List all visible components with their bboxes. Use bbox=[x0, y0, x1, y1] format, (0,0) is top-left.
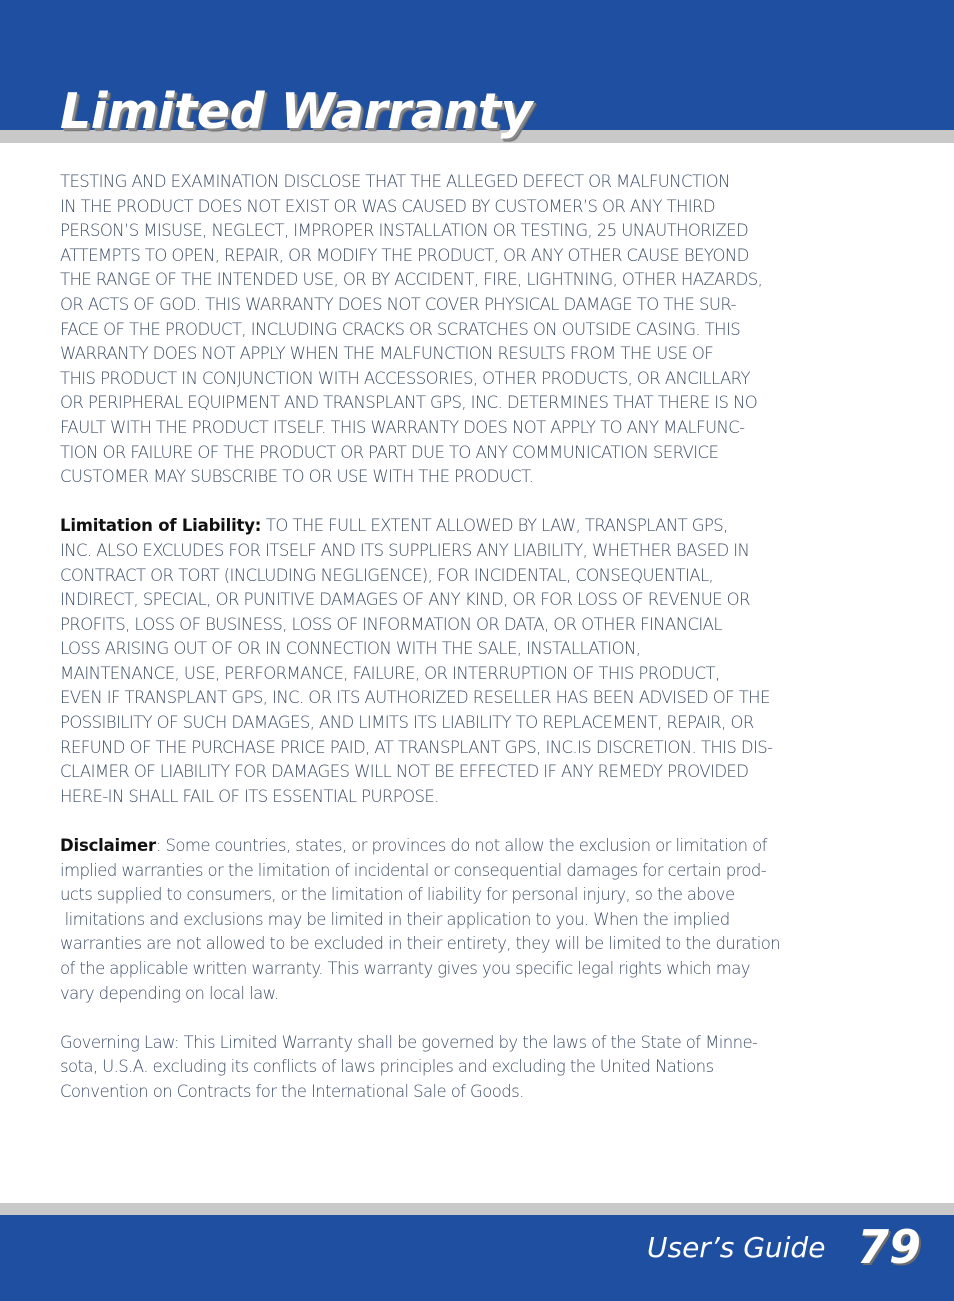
text-line: CUSTOMER MAY SUBSCRIBE TO OR USE WITH THE PRODUCT. bbox=[60, 467, 534, 487]
text-line: MAINTENANCE, USE, PERFORMANCE, FAILURE, OR INTERRUPTION OF THIS PRODUCT, bbox=[60, 663, 720, 683]
text-line: sota, U.S.A. excluding its conflicts of laws principles and excluding the United Nations bbox=[60, 1057, 714, 1077]
text-line: OR PERIPHERAL EQUIPMENT AND TRANSPLANT GPS, INC. DETERMINES THAT THERE IS NO bbox=[60, 393, 758, 413]
text-line: of the applicable written warranty. This warranty gives you specific legal rights which may bbox=[60, 959, 750, 978]
text-line: LOSS ARISING OUT OF OR IN CONNECTION WITH THE SALE, INSTALLATION, bbox=[60, 639, 641, 659]
text-line: IN THE PRODUCT DOES NOT EXIST OR WAS CAUSED BY CUSTOMER’S OR ANY THIRD bbox=[60, 196, 715, 216]
text-line: OR ACTS OF GOD. THIS WARRANTY DOES NOT COVER PHYSICAL DAMAGE TO THE SUR- bbox=[60, 294, 736, 314]
text-run: TO THE FULL EXTENT ALLOWED BY LAW, TRANSPLANT GPS, bbox=[261, 516, 728, 536]
text-line: implied warranties or the limitation of incidental or consequential damages for certain prod- bbox=[60, 860, 767, 880]
page-title: Limited Warranty bbox=[60, 83, 533, 140]
text-line: Convention on Contracts for the International Sale of Goods. bbox=[60, 1081, 524, 1101]
text-line: TESTING AND EXAMINATION DISCLOSE THAT THE ALLEGED DEFECT OR MALFUNCTION bbox=[60, 172, 730, 191]
disclaimer-paragraph bbox=[60, 834, 855, 1006]
text-line: INDIRECT, SPECIAL, OR PUNITIVE DAMAGES OF ANY KIND, OR FOR LOSS OF REVENUE OR bbox=[60, 590, 750, 610]
text-line: vary depending on local law. bbox=[60, 983, 279, 1003]
text-line: WARRANTY DOES NOT APPLY WHEN THE MALFUNCTION RESULTS FROM THE USE OF bbox=[60, 344, 714, 364]
text-line: PROFITS, LOSS OF BUSINESS, LOSS OF INFORMATION OR DATA, OR OTHER FINANCIAL bbox=[60, 614, 722, 634]
text-line: warranties are not allowed to be excluded in their entirety, they will be limited to the duration bbox=[60, 934, 781, 954]
text-line: THIS PRODUCT IN CONJUNCTION WITH ACCESSORIES, OTHER PRODUCTS, OR ANCILLARY bbox=[60, 368, 750, 388]
text-line: THE RANGE OF THE INTENDED USE, OR BY ACCIDENT, FIRE, LIGHTNING, OTHER HAZARDS, bbox=[60, 270, 763, 290]
text-line: ucts supplied to consumers, or the limitation of liability for personal injury, so the above bbox=[60, 885, 735, 905]
text-line: POSSIBILITY OF SUCH DAMAGES, AND LIMITS ITS LIABILITY TO REPLACEMENT, REPAIR, OR bbox=[60, 713, 754, 733]
section-lead: Disclaimer bbox=[60, 836, 156, 856]
text-line: HERE-IN SHALL FAIL OF ITS ESSENTIAL PURPOSE. bbox=[60, 786, 439, 806]
text-line: limitations and exclusions may be limited in their application to you. When the implied bbox=[60, 909, 730, 929]
text-line: TION OR FAILURE OF THE PRODUCT OR PART DUE TO ANY COMMUNICATION SERVICE bbox=[60, 442, 719, 462]
text-line bbox=[60, 834, 855, 859]
text-line: REFUND OF THE PURCHASE PRICE PAID, AT TRANSPLANT GPS, INC.IS DISCRETION. THIS DIS- bbox=[60, 737, 773, 757]
governing-law-paragraph bbox=[60, 1031, 855, 1105]
warranty-exclusions-paragraph bbox=[60, 170, 855, 490]
limitation-of-liability-paragraph bbox=[60, 514, 855, 809]
text-line: PERSON’S MISUSE, NEGLECT, IMPROPER INSTALLATION OR TESTING, 25 UNAUTHORIZED bbox=[60, 221, 749, 241]
footer-stripe bbox=[0, 1203, 954, 1215]
section-lead: Limitation of Liability: bbox=[60, 516, 262, 536]
text-line: ATTEMPTS TO OPEN, REPAIR, OR MODIFY THE PRODUCT, OR ANY OTHER CAUSE BEYOND bbox=[60, 245, 749, 265]
text-line: FACE OF THE PRODUCT, INCLUDING CRACKS OR SCRATCHES ON OUTSIDE CASING. THIS bbox=[60, 319, 741, 339]
text-line bbox=[60, 514, 855, 539]
text-line: FAULT WITH THE PRODUCT ITSELF. THIS WARRANTY DOES NOT APPLY TO ANY MALFUNC- bbox=[60, 417, 745, 437]
text-run: : Some countries, states, or provinces do not allow the exclusion or limitation of bbox=[155, 836, 767, 856]
text-line: CONTRACT OR TORT (INCLUDING NEGLIGENCE), FOR INCIDENTAL, CONSEQUENTIAL, bbox=[60, 565, 714, 585]
text-line: CLAIMER OF LIABILITY FOR DAMAGES WILL NOT BE EFFECTED IF ANY REMEDY PROVIDED bbox=[60, 762, 749, 782]
text-line: INC. ALSO EXCLUDES FOR ITSELF AND ITS SUPPLIERS ANY LIABILITY, WHETHER BASED IN bbox=[60, 540, 750, 560]
footer-guide-label: User’s Guide bbox=[647, 1231, 826, 1264]
text-line: EVEN IF TRANSPLANT GPS, INC. OR ITS AUTHORIZED RESELLER HAS BEEN ADVISED OF THE bbox=[60, 688, 770, 708]
page-number: 79 bbox=[857, 1220, 922, 1274]
warranty-body bbox=[60, 170, 855, 1129]
text-line: Governing Law: This Limited Warranty shall be governed by the laws of the State of Minne- bbox=[60, 1032, 758, 1052]
